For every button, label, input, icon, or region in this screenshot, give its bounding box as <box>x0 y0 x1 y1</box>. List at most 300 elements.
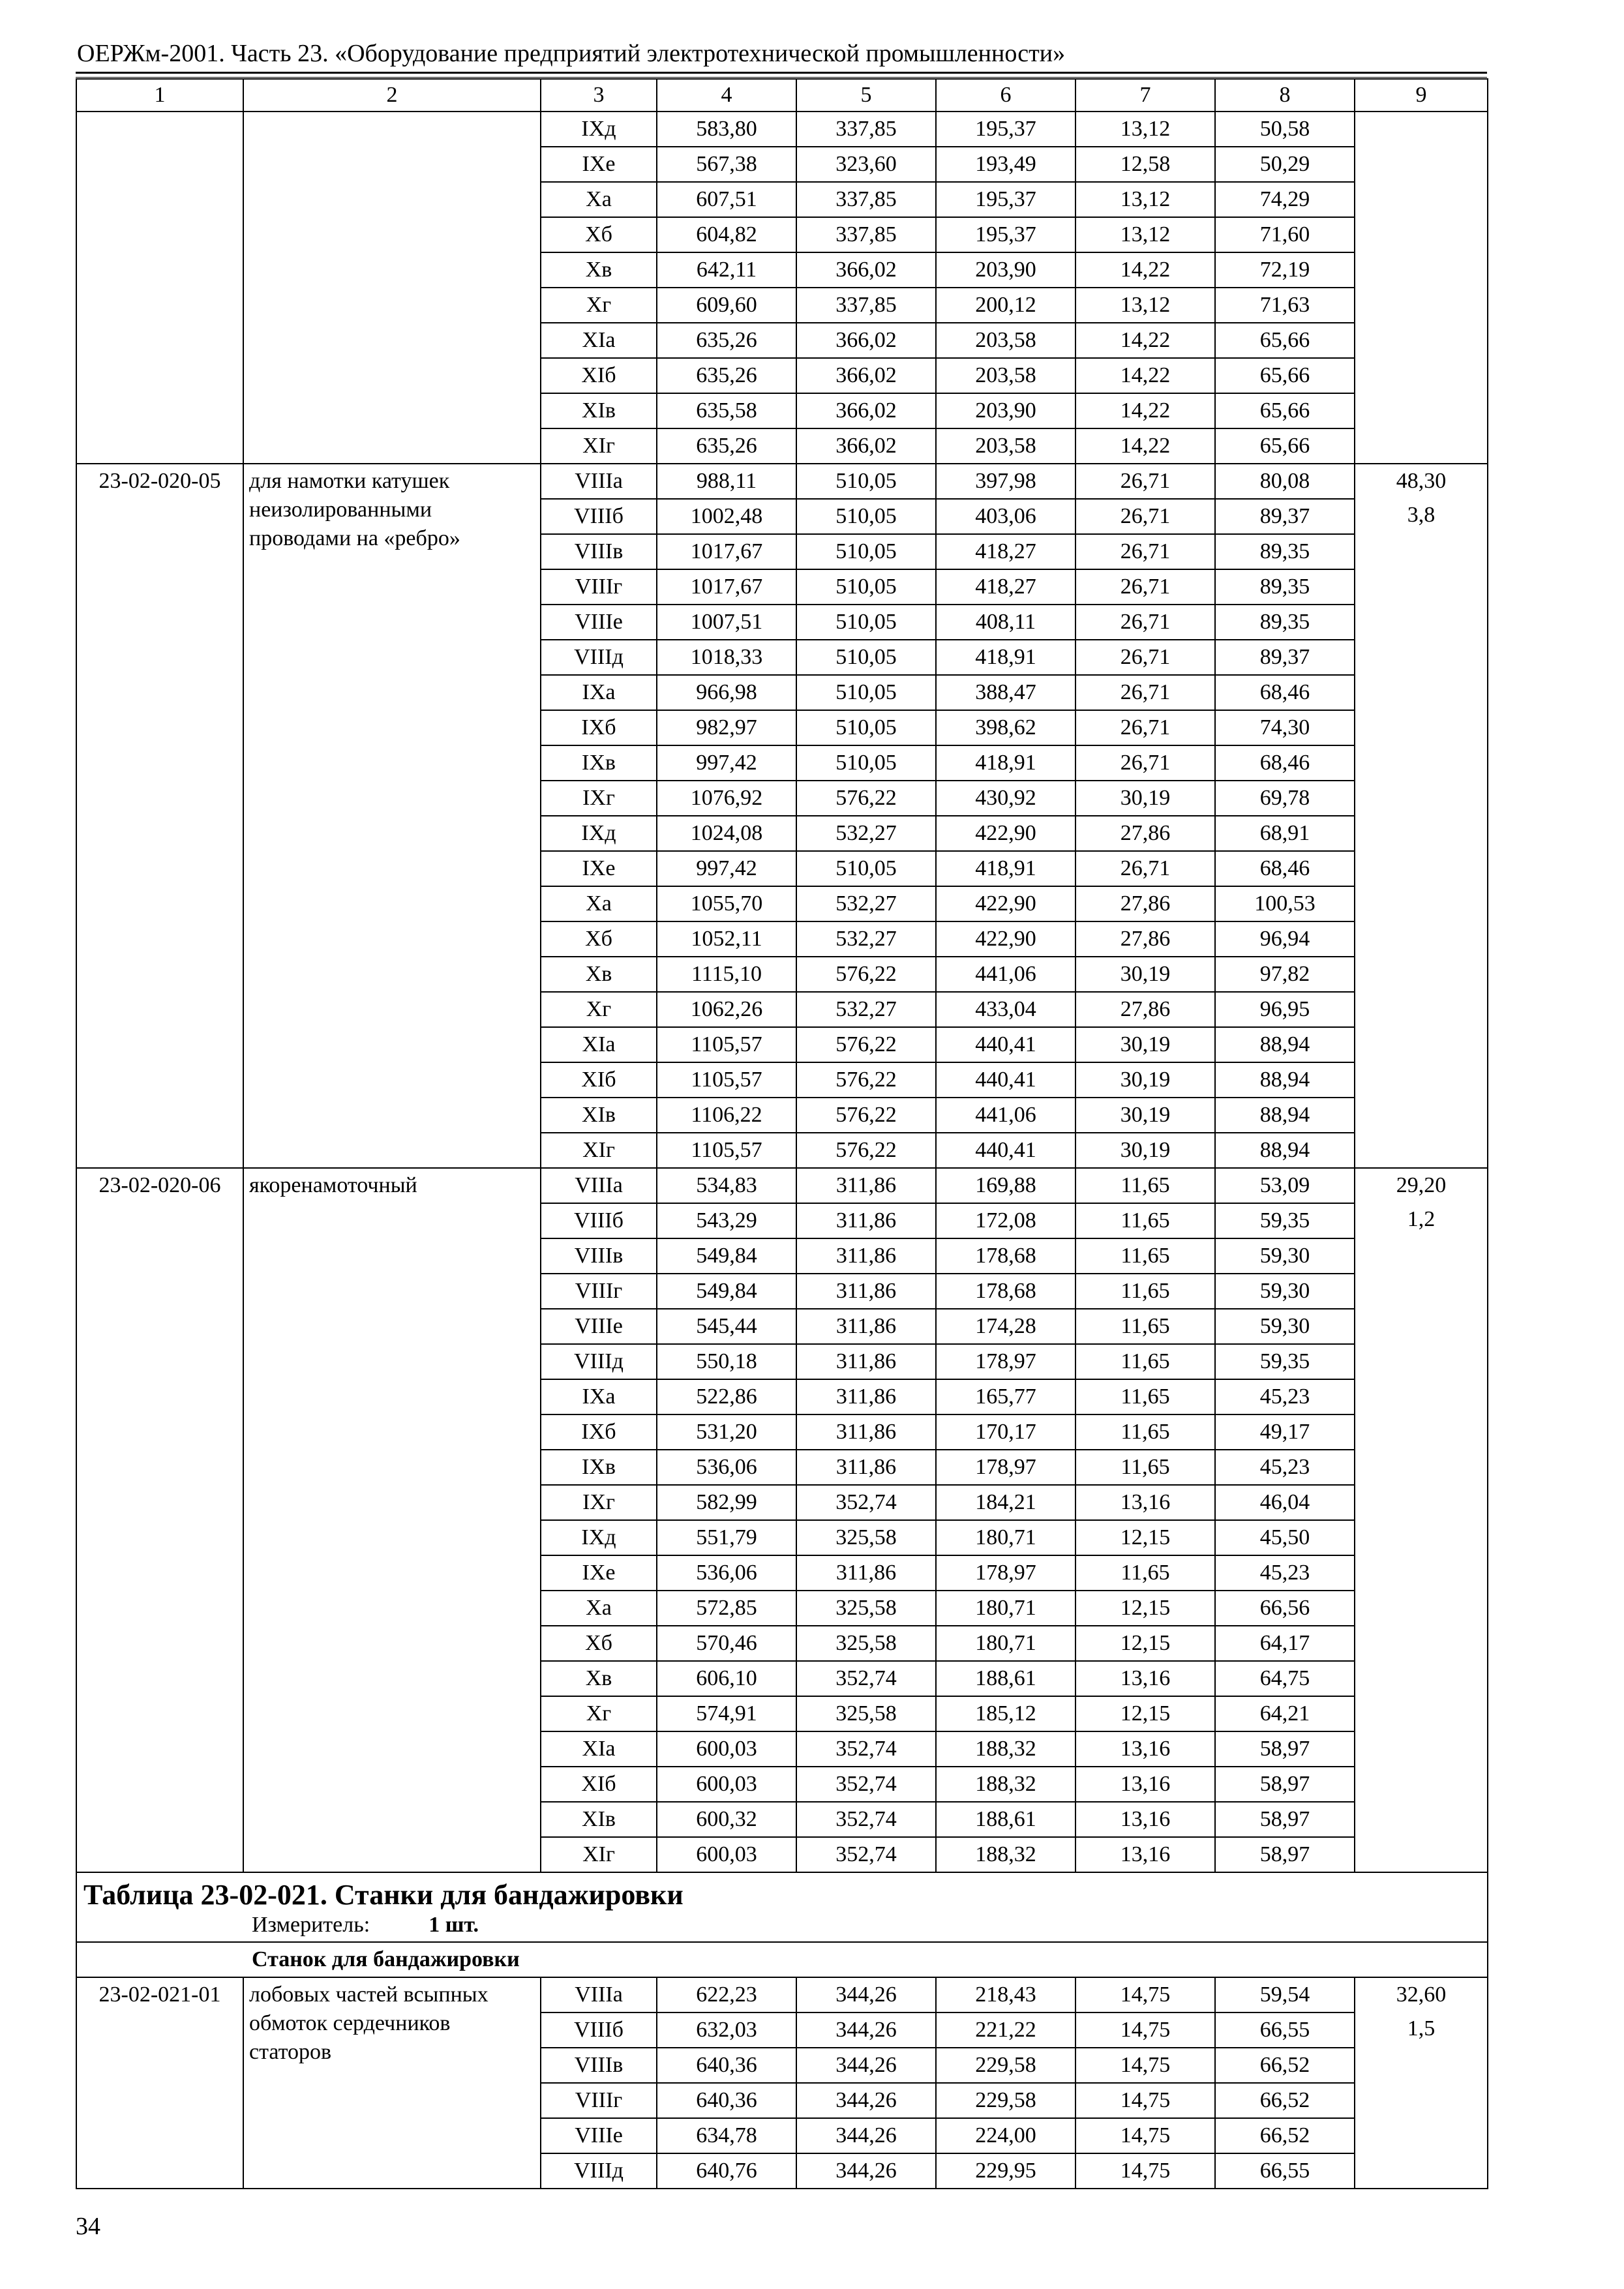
value-cell: 88,94 <box>1215 1098 1355 1133</box>
value-cell: 11,65 <box>1075 1450 1215 1485</box>
value-cell: 58,97 <box>1215 1802 1355 1837</box>
value-cell: 510,05 <box>796 605 936 640</box>
column-number-cell: 7 <box>1075 79 1215 112</box>
value-cell: Xб <box>541 921 657 957</box>
value-cell: 64,75 <box>1215 1661 1355 1696</box>
value-cell: 180,71 <box>936 1520 1075 1555</box>
value-cell: IXд <box>541 112 657 147</box>
value-cell: 66,55 <box>1215 2153 1355 2189</box>
value-cell: Xа <box>541 182 657 217</box>
value-cell: 188,32 <box>936 1767 1075 1802</box>
value-cell: 337,85 <box>796 288 936 323</box>
value-cell: XIг <box>541 1837 657 1872</box>
col9-value: 32,60 <box>1396 1982 1447 2007</box>
value-cell: VIIIа <box>541 464 657 499</box>
value-cell: 640,36 <box>657 2083 796 2118</box>
value-cell: 600,03 <box>657 1767 796 1802</box>
value-cell: 1017,67 <box>657 569 796 605</box>
value-cell: 11,65 <box>1075 1555 1215 1591</box>
value-cell: 576,22 <box>796 1098 936 1133</box>
value-cell: 59,35 <box>1215 1203 1355 1238</box>
rates-table <box>76 78 1488 2189</box>
value-cell: 26,71 <box>1075 464 1215 499</box>
value-cell: 13,12 <box>1075 182 1215 217</box>
value-cell: 59,35 <box>1215 1344 1355 1379</box>
measure-label: Измеритель: <box>252 1913 370 1937</box>
value-cell: 1105,57 <box>657 1062 796 1098</box>
value-cell: 635,26 <box>657 358 796 393</box>
value-cell: 65,66 <box>1215 358 1355 393</box>
value-cell: 11,65 <box>1075 1309 1215 1344</box>
value-cell: 583,80 <box>657 112 796 147</box>
value-cell: 65,66 <box>1215 428 1355 464</box>
value-cell: IXг <box>541 1485 657 1520</box>
value-cell: 12,15 <box>1075 1626 1215 1661</box>
value-cell: XIа <box>541 1731 657 1767</box>
value-cell: 1115,10 <box>657 957 796 992</box>
value-cell: XIб <box>541 1062 657 1098</box>
value-cell: 53,09 <box>1215 1168 1355 1203</box>
value-cell: 440,41 <box>936 1027 1075 1062</box>
value-cell: 440,41 <box>936 1133 1075 1168</box>
name-cell: якоренамоточный <box>243 1168 541 1872</box>
value-cell: 96,95 <box>1215 992 1355 1027</box>
value-cell: 609,60 <box>657 288 796 323</box>
value-cell: 58,97 <box>1215 1837 1355 1872</box>
value-cell: 184,21 <box>936 1485 1075 1520</box>
value-cell: 229,58 <box>936 2048 1075 2083</box>
value-cell: 203,90 <box>936 252 1075 288</box>
value-cell: 325,58 <box>796 1520 936 1555</box>
value-cell: 982,97 <box>657 710 796 745</box>
value-cell: 398,62 <box>936 710 1075 745</box>
value-cell: 311,86 <box>796 1203 936 1238</box>
value-cell: 45,23 <box>1215 1450 1355 1485</box>
value-cell: 440,41 <box>936 1062 1075 1098</box>
value-cell: 337,85 <box>796 182 936 217</box>
value-cell: IXа <box>541 675 657 710</box>
column-number-cell: 1 <box>76 79 243 112</box>
value-cell: 549,84 <box>657 1238 796 1274</box>
value-cell: 88,94 <box>1215 1027 1355 1062</box>
value-cell: 68,46 <box>1215 851 1355 886</box>
value-cell: 26,71 <box>1075 851 1215 886</box>
value-cell: 89,37 <box>1215 640 1355 675</box>
value-cell: 510,05 <box>796 569 936 605</box>
value-cell: VIIIг <box>541 569 657 605</box>
value-cell: 14,22 <box>1075 252 1215 288</box>
value-cell: 178,97 <box>936 1555 1075 1591</box>
value-cell: 26,71 <box>1075 605 1215 640</box>
value-cell: IXб <box>541 1414 657 1450</box>
col9-cell <box>1355 1977 1488 2189</box>
col9-cell <box>1355 464 1488 1168</box>
value-cell: 68,46 <box>1215 745 1355 781</box>
value-cell: 26,71 <box>1075 534 1215 569</box>
value-cell: 59,30 <box>1215 1238 1355 1274</box>
value-cell: VIIIд <box>541 1344 657 1379</box>
value-cell: 14,75 <box>1075 2083 1215 2118</box>
value-cell: 352,74 <box>796 1767 936 1802</box>
value-cell: 11,65 <box>1075 1203 1215 1238</box>
value-cell: 366,02 <box>796 393 936 428</box>
measure-line <box>77 1913 1487 1941</box>
value-cell: 30,19 <box>1075 957 1215 992</box>
value-cell: XIг <box>541 428 657 464</box>
value-cell: XIг <box>541 1133 657 1168</box>
value-cell: 13,16 <box>1075 1485 1215 1520</box>
value-cell: 311,86 <box>796 1274 936 1309</box>
value-cell: IXв <box>541 745 657 781</box>
value-cell: 635,58 <box>657 393 796 428</box>
column-number-cell: 8 <box>1215 79 1355 112</box>
value-cell: VIIIб <box>541 499 657 534</box>
code-cell: 23-02-021-01 <box>76 1977 243 2189</box>
value-cell: 14,75 <box>1075 1977 1215 2012</box>
column-number-cell: 2 <box>243 79 541 112</box>
value-cell: 11,65 <box>1075 1168 1215 1203</box>
value-cell: IXв <box>541 1450 657 1485</box>
value-cell: 311,86 <box>796 1168 936 1203</box>
value-cell: 531,20 <box>657 1414 796 1450</box>
value-cell: IXа <box>541 1379 657 1414</box>
value-cell: 311,86 <box>796 1309 936 1344</box>
value-cell: 14,75 <box>1075 2012 1215 2048</box>
value-cell: 185,12 <box>936 1696 1075 1731</box>
value-cell: 522,86 <box>657 1379 796 1414</box>
column-number-row <box>76 79 1488 112</box>
value-cell: 640,76 <box>657 2153 796 2189</box>
value-cell: 574,91 <box>657 1696 796 1731</box>
value-cell: 344,26 <box>796 2048 936 2083</box>
name-cell <box>243 112 541 464</box>
col9-value: 48,30 <box>1396 469 1447 493</box>
value-cell: 576,22 <box>796 1027 936 1062</box>
value-cell: 195,37 <box>936 217 1075 252</box>
value-cell: 1105,57 <box>657 1133 796 1168</box>
value-cell: VIIIе <box>541 1309 657 1344</box>
value-cell: Xв <box>541 957 657 992</box>
value-cell: 27,86 <box>1075 992 1215 1027</box>
value-cell: 430,92 <box>936 781 1075 816</box>
value-cell: 418,27 <box>936 534 1075 569</box>
value-cell: 50,58 <box>1215 112 1355 147</box>
value-cell: 1062,26 <box>657 992 796 1027</box>
subheading-cell <box>76 1942 1488 1977</box>
value-cell: 68,91 <box>1215 816 1355 851</box>
value-cell: 337,85 <box>796 217 936 252</box>
value-cell: 344,26 <box>796 2012 936 2048</box>
value-cell: 366,02 <box>796 428 936 464</box>
value-cell: 229,58 <box>936 2083 1075 2118</box>
value-cell: 418,91 <box>936 851 1075 886</box>
value-cell: 510,05 <box>796 499 936 534</box>
value-cell: 1055,70 <box>657 886 796 921</box>
value-cell: IXб <box>541 710 657 745</box>
table-caption-row <box>76 1872 1488 1942</box>
value-cell: 65,66 <box>1215 323 1355 358</box>
value-cell: VIIIв <box>541 1238 657 1274</box>
column-number-cell: 4 <box>657 79 796 112</box>
column-number-cell: 5 <box>796 79 936 112</box>
value-cell: 96,94 <box>1215 921 1355 957</box>
value-cell: 188,32 <box>936 1837 1075 1872</box>
value-cell: 46,04 <box>1215 1485 1355 1520</box>
value-cell: 59,30 <box>1215 1309 1355 1344</box>
value-cell: 174,28 <box>936 1309 1075 1344</box>
value-cell: 26,71 <box>1075 675 1215 710</box>
value-cell: 11,65 <box>1075 1344 1215 1379</box>
value-cell: 12,15 <box>1075 1696 1215 1731</box>
value-cell: 13,16 <box>1075 1767 1215 1802</box>
value-cell: 221,22 <box>936 2012 1075 2048</box>
value-cell: VIIIг <box>541 1274 657 1309</box>
value-cell: 422,90 <box>936 816 1075 851</box>
value-cell: 66,56 <box>1215 1591 1355 1626</box>
value-cell: 1024,08 <box>657 816 796 851</box>
value-cell: 352,74 <box>796 1485 936 1520</box>
value-cell: 311,86 <box>796 1344 936 1379</box>
col9-value: 1,5 <box>1407 2016 1436 2041</box>
col9-cell <box>1355 112 1488 464</box>
value-cell: 545,44 <box>657 1309 796 1344</box>
value-cell: 14,75 <box>1075 2118 1215 2153</box>
value-cell: 344,26 <box>796 2153 936 2189</box>
value-cell: Xа <box>541 1591 657 1626</box>
value-cell: 325,58 <box>796 1696 936 1731</box>
value-cell: 59,54 <box>1215 1977 1355 2012</box>
code-cell: 23-02-020-06 <box>76 1168 243 1872</box>
value-cell: 89,37 <box>1215 499 1355 534</box>
table-row <box>76 464 1488 499</box>
value-cell: 567,38 <box>657 147 796 182</box>
value-cell: Xг <box>541 1696 657 1731</box>
value-cell: 570,46 <box>657 1626 796 1661</box>
value-cell: IXг <box>541 781 657 816</box>
value-cell: 510,05 <box>796 675 936 710</box>
value-cell: 635,26 <box>657 323 796 358</box>
value-cell: 178,97 <box>936 1344 1075 1379</box>
value-cell: 13,16 <box>1075 1837 1215 1872</box>
value-cell: 997,42 <box>657 745 796 781</box>
value-cell: VIIIв <box>541 534 657 569</box>
value-cell: VIIIб <box>541 1203 657 1238</box>
value-cell: 30,19 <box>1075 1133 1215 1168</box>
value-cell: 323,60 <box>796 147 936 182</box>
value-cell: 1076,92 <box>657 781 796 816</box>
value-cell: 13,12 <box>1075 112 1215 147</box>
value-cell: 26,71 <box>1075 499 1215 534</box>
col9-value: 29,20 <box>1396 1173 1447 1197</box>
value-cell: 172,08 <box>936 1203 1075 1238</box>
value-cell: 27,86 <box>1075 921 1215 957</box>
value-cell: 13,16 <box>1075 1802 1215 1837</box>
value-cell: 66,52 <box>1215 2048 1355 2083</box>
value-cell: XIа <box>541 323 657 358</box>
value-cell: 582,99 <box>657 1485 796 1520</box>
table-title: Таблица 23-02-021. Станки для бандажировки <box>83 1879 684 1911</box>
value-cell: VIIIе <box>541 605 657 640</box>
value-cell: 551,79 <box>657 1520 796 1555</box>
value-cell: 100,53 <box>1215 886 1355 921</box>
value-cell: 30,19 <box>1075 1062 1215 1098</box>
value-cell: 576,22 <box>796 1133 936 1168</box>
value-cell: 12,15 <box>1075 1520 1215 1555</box>
value-cell: 165,77 <box>936 1379 1075 1414</box>
subheading-row <box>76 1942 1488 1977</box>
value-cell: 534,83 <box>657 1168 796 1203</box>
value-cell: 66,55 <box>1215 2012 1355 2048</box>
value-cell: 14,22 <box>1075 428 1215 464</box>
value-cell: 1002,48 <box>657 499 796 534</box>
value-cell: 13,16 <box>1075 1661 1215 1696</box>
value-cell: 178,97 <box>936 1450 1075 1485</box>
value-cell: 69,78 <box>1215 781 1355 816</box>
value-cell: 532,27 <box>796 816 936 851</box>
value-cell: 14,22 <box>1075 323 1215 358</box>
value-cell: Xв <box>541 252 657 288</box>
column-number-cell: 6 <box>936 79 1075 112</box>
value-cell: 311,86 <box>796 1379 936 1414</box>
value-cell: 408,11 <box>936 605 1075 640</box>
value-cell: 997,42 <box>657 851 796 886</box>
value-cell: 45,50 <box>1215 1520 1355 1555</box>
value-cell: 988,11 <box>657 464 796 499</box>
value-cell: 532,27 <box>796 921 936 957</box>
value-cell: 89,35 <box>1215 605 1355 640</box>
value-cell: 97,82 <box>1215 957 1355 992</box>
header-rule <box>76 72 1487 74</box>
value-cell: 622,23 <box>657 1977 796 2012</box>
value-cell: 418,27 <box>936 569 1075 605</box>
value-cell: IXе <box>541 851 657 886</box>
value-cell: 1007,51 <box>657 605 796 640</box>
value-cell: 311,86 <box>796 1450 936 1485</box>
value-cell: 422,90 <box>936 921 1075 957</box>
value-cell: 418,91 <box>936 640 1075 675</box>
value-cell: 532,27 <box>796 992 936 1027</box>
value-cell: 397,98 <box>936 464 1075 499</box>
value-cell: 65,66 <box>1215 393 1355 428</box>
value-cell: 1017,67 <box>657 534 796 569</box>
value-cell: 178,68 <box>936 1238 1075 1274</box>
value-cell: 634,78 <box>657 2118 796 2153</box>
value-cell: XIв <box>541 1098 657 1133</box>
value-cell: 58,97 <box>1215 1767 1355 1802</box>
value-cell: 30,19 <box>1075 781 1215 816</box>
subheading: Станок для бандажировки <box>252 1947 520 1971</box>
value-cell: 224,00 <box>936 2118 1075 2153</box>
value-cell: 30,19 <box>1075 1098 1215 1133</box>
value-cell: 88,94 <box>1215 1133 1355 1168</box>
value-cell: XIа <box>541 1027 657 1062</box>
value-cell: 510,05 <box>796 640 936 675</box>
value-cell: 59,30 <box>1215 1274 1355 1309</box>
value-cell: 966,98 <box>657 675 796 710</box>
col9-value: 3,8 <box>1407 503 1436 527</box>
value-cell: 26,71 <box>1075 710 1215 745</box>
value-cell: XIв <box>541 393 657 428</box>
column-number-cell: 3 <box>541 79 657 112</box>
value-cell: 88,94 <box>1215 1062 1355 1098</box>
value-cell: 180,71 <box>936 1626 1075 1661</box>
value-cell: IXе <box>541 1555 657 1591</box>
value-cell: 26,71 <box>1075 745 1215 781</box>
value-cell: 195,37 <box>936 182 1075 217</box>
value-cell: 510,05 <box>796 745 936 781</box>
value-cell: 50,29 <box>1215 147 1355 182</box>
value-cell: VIIIг <box>541 2083 657 2118</box>
value-cell: 1106,22 <box>657 1098 796 1133</box>
value-cell: 418,91 <box>936 745 1075 781</box>
col9-value: 1,2 <box>1407 1207 1436 1231</box>
value-cell: 337,85 <box>796 112 936 147</box>
value-cell: 200,12 <box>936 288 1075 323</box>
value-cell: 642,11 <box>657 252 796 288</box>
value-cell: VIIIд <box>541 640 657 675</box>
value-cell: 68,46 <box>1215 675 1355 710</box>
value-cell: 203,58 <box>936 358 1075 393</box>
value-cell: IXд <box>541 816 657 851</box>
value-cell: 11,65 <box>1075 1379 1215 1414</box>
table-row <box>76 112 1488 147</box>
value-cell: XIб <box>541 358 657 393</box>
value-cell: VIIIа <box>541 1977 657 2012</box>
value-cell: 195,37 <box>936 112 1075 147</box>
value-cell: 632,03 <box>657 2012 796 2048</box>
value-cell: VIIIв <box>541 2048 657 2083</box>
value-cell: 510,05 <box>796 464 936 499</box>
value-cell: VIIIд <box>541 2153 657 2189</box>
col9-cell <box>1355 1168 1488 1872</box>
value-cell: 169,88 <box>936 1168 1075 1203</box>
value-cell: 71,63 <box>1215 288 1355 323</box>
value-cell: IXе <box>541 147 657 182</box>
value-cell: 550,18 <box>657 1344 796 1379</box>
value-cell: 366,02 <box>796 358 936 393</box>
value-cell: 604,82 <box>657 217 796 252</box>
value-cell: 45,23 <box>1215 1555 1355 1591</box>
value-cell: 66,52 <box>1215 2083 1355 2118</box>
value-cell: 13,12 <box>1075 217 1215 252</box>
value-cell: 311,86 <box>796 1555 936 1591</box>
value-cell: 532,27 <box>796 886 936 921</box>
value-cell: 572,85 <box>657 1591 796 1626</box>
value-cell: 1052,11 <box>657 921 796 957</box>
value-cell: IXд <box>541 1520 657 1555</box>
value-cell: 12,15 <box>1075 1591 1215 1626</box>
value-cell: 170,17 <box>936 1414 1075 1450</box>
value-cell: 13,12 <box>1075 288 1215 323</box>
value-cell: 344,26 <box>796 2083 936 2118</box>
value-cell: 11,65 <box>1075 1238 1215 1274</box>
code-cell: 23-02-020-05 <box>76 464 243 1168</box>
value-cell: 311,86 <box>796 1238 936 1274</box>
value-cell: 14,22 <box>1075 358 1215 393</box>
value-cell: 64,17 <box>1215 1626 1355 1661</box>
value-cell: 30,19 <box>1075 1027 1215 1062</box>
value-cell: 45,23 <box>1215 1379 1355 1414</box>
value-cell: 366,02 <box>796 323 936 358</box>
value-cell: Xв <box>541 1661 657 1696</box>
value-cell: 11,65 <box>1075 1414 1215 1450</box>
value-cell: 441,06 <box>936 1098 1075 1133</box>
value-cell: 188,61 <box>936 1661 1075 1696</box>
value-cell: 26,71 <box>1075 569 1215 605</box>
value-cell: 14,75 <box>1075 2048 1215 2083</box>
value-cell: VIIIа <box>541 1168 657 1203</box>
value-cell: 188,32 <box>936 1731 1075 1767</box>
